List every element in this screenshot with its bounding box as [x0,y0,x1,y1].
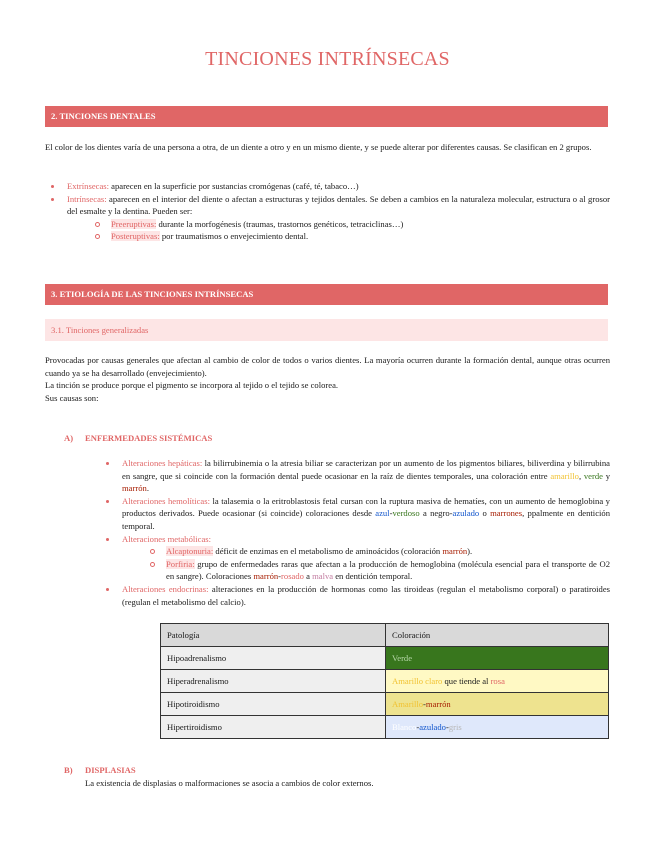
table-row [161,647,609,670]
separator: y [602,470,610,481]
separator: o [479,508,491,519]
part-b-title: DISPLASIAS [85,765,136,775]
part-a-heading [64,432,212,445]
section-heading-tinciones-dentales: 2. TINCIONES DENTALES [45,106,608,127]
color-word-azulado: azulado [452,508,480,519]
color-word-rosado: rosado [281,571,304,582]
term-metabolicas: Alteraciones metabólicas: [122,533,212,544]
color-word-azul: azul [375,508,390,519]
intrinsecas-sublist [67,218,610,243]
column-header-coloracion: Coloración [386,624,609,647]
part-b-label: B) [64,765,73,775]
separator: a negro- [419,508,453,519]
section2-list [45,180,610,243]
section2-intro: El color de los dientes varía de una persona a otra, de un diente a otro y en un mismo diente, y se puede alterar por diferentes causas. Se clasifican en 2 grupos. [45,142,592,152]
table-row [161,693,609,716]
separator: en dentición temporal. [333,571,413,582]
term-preeruptivas: Preeruptivas: [111,218,157,229]
text-posteruptivas: por traumatismos o envejecimiento dental. [159,231,309,242]
text-alcaptonuria: déficit de enzimas en el metabolismo de aminoácidos (coloración [213,546,443,557]
term-endocrinas: Alteraciones endocrinas: [122,583,209,594]
text-intrinsecas: aparecen en el interior del diente o afectan a estructuras y tejidos dentales. Se deben a cambios en la naturaleza molecular, estructura o al grosor del esmalte y la dentina. Pueden ser: [67,193,610,217]
table-header-row [161,624,609,647]
list-item-intrinsecas [45,193,610,243]
list-item-hepaticas [100,457,610,495]
text-hepaticas: la bilirrubinemia o la atresia biliar se caracterizan por un aumento de los pigmentos biliares, biliverdina y bilirrubina en sangre, que si coincide con la formación dental puede ocasionar en la raíz de dientes temporales, una coloración entre [122,458,610,481]
color-word-marron: marrón [425,698,451,709]
part-a-label: A) [64,433,74,443]
text-porfiria: grupo de enfermedades raras que afectan a la producción de hemoglobina (molécula esencial para el transporte de O2 en sangre). Coloraciones [166,558,610,582]
color-word-marrones: marrones [490,508,523,519]
section-heading-etiologia: 3. ETIOLOGÍA DE LAS TINCIONES INTRÍNSECAS [45,284,608,305]
part-b-heading [64,764,604,777]
separator: , [578,470,584,481]
term-extrinsecas: Extrínsecas: [67,181,109,191]
color-word-verde: Verde [392,652,413,663]
endocrine-color-table [160,623,609,739]
term-alcaptonuria: Alcaptonuria: [166,546,214,557]
part-b [64,764,604,789]
list-item-hemoliticas [100,495,610,533]
color-word-marron: marrón [122,483,147,494]
separator: - [416,721,420,732]
text-preeruptivas: durante la morfogénesis (traumas, trastornos genéticos, tetraciclinas…) [156,218,404,229]
color-word-amarillo: Amarillo [392,698,424,709]
separator: - [445,721,449,732]
color-word-marron: marrón [442,546,468,557]
color-word-verdoso: verdoso [392,508,420,519]
term-intrinsecas: Intrínsecas: [67,193,107,204]
color-word-azulado: azulado [419,721,446,732]
list-item-posteruptivas [89,230,610,243]
color-word-rosa: rosa [490,675,505,686]
separator: , ppalmente en dentición temporal. [122,508,610,531]
color-word-blanco: Blanco [392,721,417,732]
part-a-title: ENFERMEDADES SISTÉMICAS [85,433,213,443]
separator: - [389,508,393,519]
separator: a [303,571,313,582]
cell-coloration [386,716,609,739]
section3-intro [45,354,610,404]
cell-pathology: Hiperadrenalismo [161,670,386,693]
table-row [161,716,609,739]
cell-coloration [386,693,609,716]
intro-paragraph-2: La tinción se produce porque el pigmento se incorpora al tejido o el tejido se colorea. [45,380,339,391]
color-word-malva: malva [312,571,334,582]
separator: - [278,571,282,582]
document-title: TINCIONES INTRÍNSECAS [205,48,450,70]
part-b-text: La existencia de displasias o malformaciones se asocia a cambios de color externos. [85,777,374,788]
color-word-verde: verde [583,470,603,481]
list-item-extrinsecas [45,180,610,193]
table-row [161,670,609,693]
term-porfiria: Porfiria: [166,558,195,569]
text-endocrinas: alteraciones en la producción de hormonas como las tiroideas (regulan el metabolismo corporal) o paratiroides (regulan el metabolismo del calcio). [122,583,610,607]
color-word-amarillo: amarillo [550,470,579,481]
term-hepaticas: Alteraciones hepáticas: [122,458,203,468]
text-extrinsecas: aparecen en la superficie por sustancias cromógenas (café, té, tabaco…) [109,181,359,191]
cell-pathology: Hipertiroidismo [161,716,386,739]
intro-paragraph-1: Provocadas por causas generales que afectan al cambio de color de todos o varios dientes. La mayoría ocurren durante la formación dental, aunque otras ocurren cuando ya se ha desarrollado (envejecimiento). [45,355,610,378]
list-item-porfiria [144,558,610,583]
cell-pathology: Hipoadrenalismo [161,647,386,670]
cell-pathology: Hipotiroidismo [161,693,386,716]
term-hemoliticas: Alteraciones hemolíticas: [122,495,210,506]
intro-paragraph-3: Sus causas son: [45,392,99,403]
color-word-gris: gris [448,721,462,732]
cell-coloration [386,647,609,670]
separator: - [423,698,426,709]
color-word-marron: marrón [253,571,279,582]
list-item-alcaptonuria [144,545,610,558]
subsection-heading-generalizadas: 3.1. Tinciones generalizadas [45,319,608,341]
term-posteruptivas: Posteruptivas: [111,231,160,242]
list-item-metabolicas [100,533,610,583]
column-header-patologia: Patología [161,624,386,647]
separator: . [146,483,149,494]
list-item-preeruptivas [89,218,610,231]
cell-coloration [386,670,609,693]
systemic-diseases-list [100,457,610,608]
list-item-endocrinas [100,583,610,608]
separator: que tiende al [442,675,491,686]
text-hemoliticas: la talasemia o la eritroblastosis fetal cursan con la ruptura masiva de hematíes, con un aumento de hemoglobina y productos derivados. Puede ocasionar (si coincide) coloraciones desde [122,495,610,519]
separator: ). [467,546,473,557]
metabolicas-sublist [122,545,610,583]
color-word-amarillo-claro: Amarillo claro [392,675,443,686]
